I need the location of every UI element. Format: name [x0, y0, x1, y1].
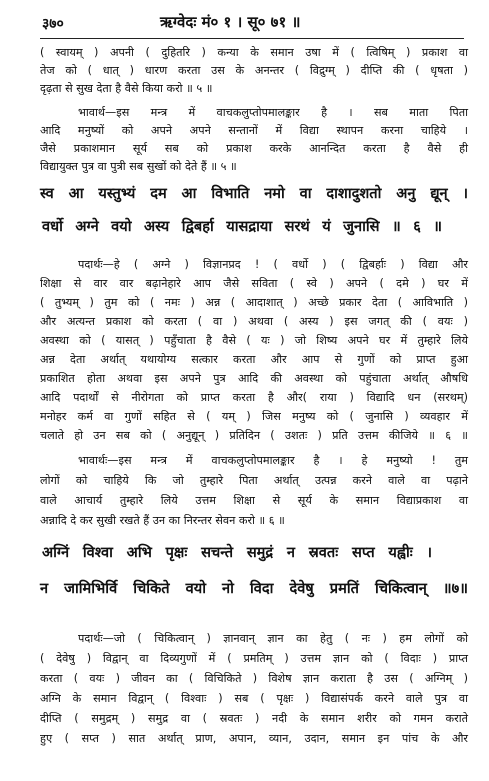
bhavartha-line: भावार्थः—इस मन्त्र में वाचकलुप्तोपमालङ्कार है । हे मनुष्यो ! तुम: [78, 454, 468, 467]
bhavartha-line: विद्यायुक्त पुत्र वा पुत्री सब सुखों को देते हैं ॥ ५ ॥: [40, 160, 237, 173]
padartha-line: ( देवेषु ) विद्वान् वा दिव्यगुणों में ( प्रमतिम् ) उत्तम ज्ञान को ( विदाः ) प्राप्त: [40, 652, 468, 665]
padartha-line: और अत्यन्त प्रकाश को करता ( वा ) अथवा ( अस्य ) इस जगत् की ( वयः ): [40, 315, 468, 328]
bhavartha-line: आदि मनुष्यों को अपने अपने सन्तानों में विद्या स्थापन करना चाहिये ।: [40, 124, 468, 137]
padartha-line: पदार्थः—जो ( चिकित्वान् ) ज्ञानवान् ज्ञान का हेतु ( नः ) हम लोगों को: [78, 632, 468, 645]
padartha-line: दीप्ति ( समुद्रम् ) समुद्र वा ( स्रवतः ) नदी के समान शरीर को गमन कराते: [40, 712, 468, 725]
page-header: [42, 12, 462, 34]
running-title: ऋग्वेदः मं० १ । सू० ७१ ॥: [160, 13, 301, 31]
mantra-line: न जामिभिर्वि चिकिते वयो नो विदा देवेषु प्रमतिं चिकित्वान् ॥७॥: [40, 580, 468, 597]
bhavartha-line: भावार्थ—इस मन्त्र में वाचकलुप्तोपमालङ्कार है । सब माता पिता: [78, 106, 468, 119]
padartha-line: ( तुभ्यम् ) तुम को ( नमः ) अन्न ( आदाशात् ) अच्छे प्रकार देता ( आविभाति ): [40, 296, 468, 309]
text-line: तेज को ( धात् ) धारण करता उस के अनन्तर ( विद्रुग्म् ) दीप्ति की ( धृषता ): [40, 64, 468, 77]
padartha-line: प्रकाशित होता अथवा इस अपने पुत्र आदि की अवस्था को पहुंचाता अर्थात् औषधि: [40, 372, 468, 385]
bhavartha-line: लोगों को चाहिये कि जो तुम्हारे पिता अर्थात् उत्पन्न करने वाले वा पढ़ाने: [40, 474, 468, 487]
mantra-line: वर्धो अग्ने वयो अस्य द्विबर्हा यासद्राया सरथं यं जुनासि ॥ ६ ॥: [42, 218, 442, 235]
bhavartha-line: अन्नादि दे कर सुखी रखते हैं उन का निरन्तर सेवन करो ॥ ६ ॥: [40, 514, 285, 527]
padartha-line: पदार्थः—हे ( अग्ने ) विज्ञानप्रद ! ( वर्धो ) ( द्विबर्हाः ) विद्या और: [78, 258, 468, 271]
padartha-line: करता ( वयः ) जीवन का ( विचिकिते ) विशेष ज्ञान कराता है उस ( अग्निम् ): [40, 672, 468, 685]
padartha-line: अन्न देता अर्थात् यथायोग्य सत्कार करता और आप से गुणों को प्राप्त हुआ: [40, 353, 468, 366]
mantra-line: अग्निं विश्वा अभि पृक्षः सचन्ते समुद्रं न स्रवतः सप्त यह्वीः ।: [42, 544, 432, 561]
padartha-line: आदि पदार्थों से नीरोगता को प्राप्त करता है और( राया ) विद्यादि धन (सरथम्): [40, 391, 468, 404]
page-number: ३७०: [42, 16, 64, 32]
bhavartha-line: जैसे प्रकाशमान सूर्य सब को प्रकाश करके आनन्दित करता है वैसे ही: [40, 142, 468, 155]
padartha-line: शिक्षा से वार वार बढ़ानेहारे आप जैसे सविता ( स्वे ) अपने ( दमे ) घर में: [40, 277, 468, 290]
padartha-line: अवस्था को ( यासत् ) पहुँचाता है वैसे ( यः ) जो शिष्य अपने घर में तुम्हारे लिये: [40, 334, 468, 347]
padartha-line: अग्नि के समान विद्वान् ( विश्वाः ) सब ( पृक्षः ) विद्यासंपर्क करने वाले पुत्र वा: [40, 692, 468, 705]
text-line: ( स्वायम् ) अपनी ( दुहितरि ) कन्या के समान उषा में ( त्विषिम् ) प्रकाश वा: [40, 46, 468, 59]
padartha-line: चलाते हो उन सब को ( अनुद्यून् ) प्रतिदिन ( उशतः ) प्रति उत्तम कीजिये ॥ ६ ॥: [40, 429, 468, 442]
text-line: दृढ़ता से सुख देता है वैसे किया करो ॥ ५ ॥: [40, 82, 213, 95]
bhavartha-line: वाले आचार्य तुम्हारे लिये उत्तम शिक्षा से सूर्य के समान विद्याप्रकाश वा: [40, 494, 468, 507]
padartha-line: मनोहर कर्म वा गुणों सहित से ( यम् ) जिस मनुष्य को ( जुनासि ) व्यवहार में: [40, 410, 468, 423]
header-rule: [40, 38, 464, 39]
padartha-line: हुए ( सप्त ) सात अर्थात् प्राण, अपान, व्यान, उदान, समान इन पांच के और: [40, 732, 468, 745]
mantra-line: स्व आ यस्तुभ्यं दम आ विभाति नमो वा दाशादुशतो अनु द्यून् ।: [40, 185, 468, 202]
